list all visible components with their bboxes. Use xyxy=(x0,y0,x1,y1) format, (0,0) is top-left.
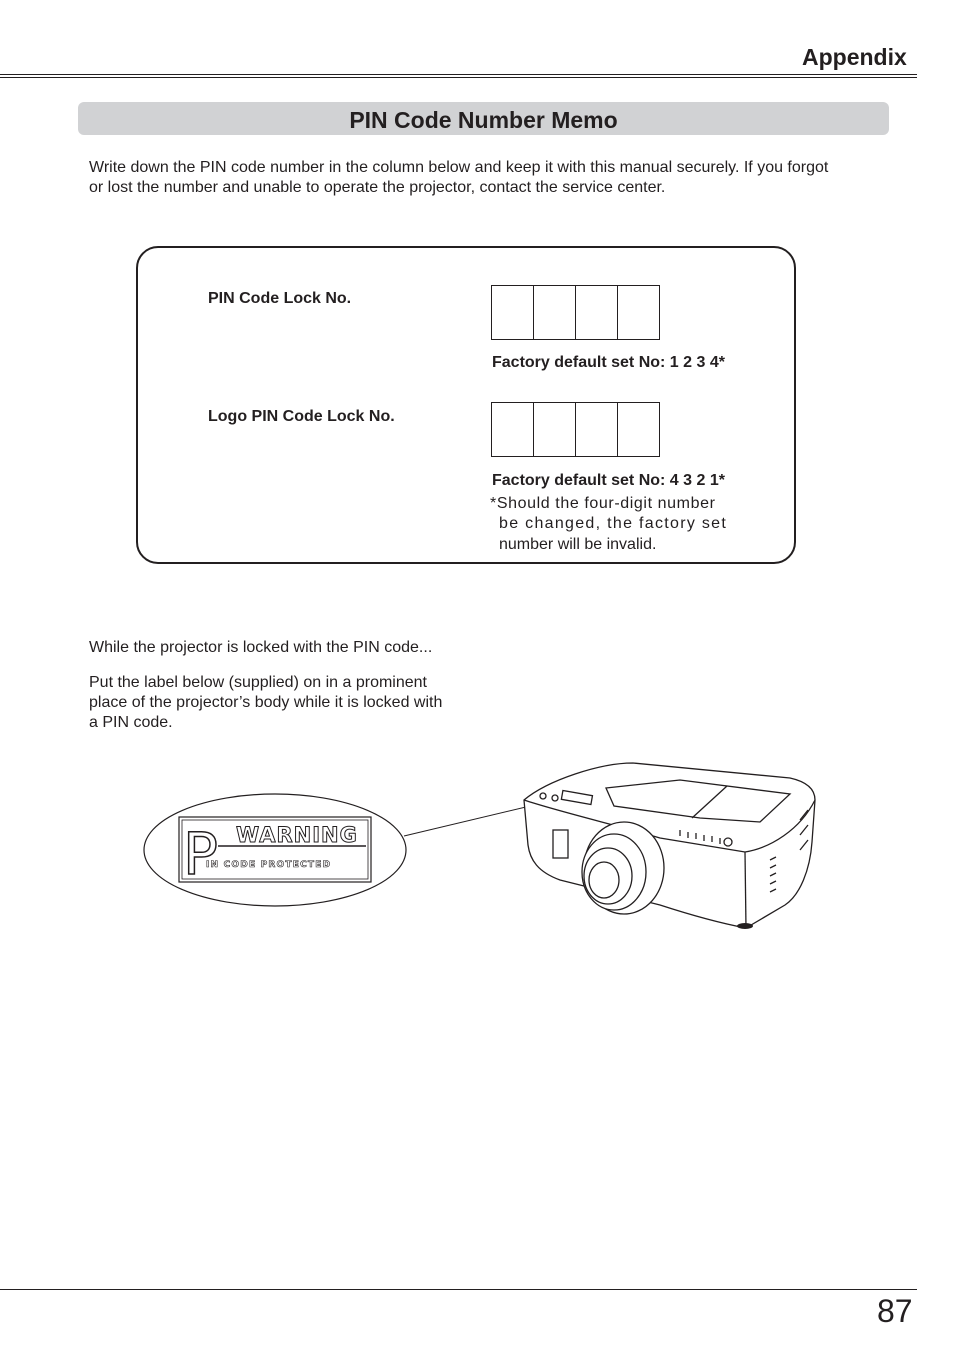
pin-code-lock-label: PIN Code Lock No. xyxy=(208,290,352,307)
warning-label-word: WARNING xyxy=(236,823,358,847)
label-instruction-line-1: Put the label below (supplied) on in a prominent xyxy=(89,674,427,691)
pin-digit-box xyxy=(575,285,618,340)
warning-label-sticker xyxy=(179,817,371,888)
note-line-1: *Should the four-digit number xyxy=(490,495,716,512)
logo-pin-digit-box xyxy=(533,402,576,457)
pin-digit-box xyxy=(617,285,660,340)
logo-pin-digit-box xyxy=(575,402,618,457)
logo-pin-code-lock-label: Logo PIN Code Lock No. xyxy=(208,408,395,425)
projector-body xyxy=(524,763,815,928)
logo-pin-digit-box xyxy=(491,402,534,457)
pin-code-digit-boxes xyxy=(491,285,659,340)
locked-heading: While the projector is locked with the PIN code... xyxy=(89,639,433,656)
memo-box xyxy=(136,246,796,564)
note-line-3: number will be invalid. xyxy=(499,536,657,553)
warning-label-sub: IN CODE PROTECTED xyxy=(206,860,332,870)
header-rule-bottom xyxy=(0,77,917,78)
warning-label-p: P xyxy=(183,820,218,888)
logo-pin-digit-box xyxy=(617,402,660,457)
label-instruction-line-3: a PIN code. xyxy=(89,714,173,731)
pin-factory-default: Factory default set No: 1 2 3 4* xyxy=(492,354,725,371)
projector-illustration xyxy=(0,740,954,950)
intro-line-2: or lost the number and unable to operate the projector, contact the service center. xyxy=(89,179,666,196)
page-number: 87 xyxy=(877,1293,913,1329)
projector-foot xyxy=(737,923,753,929)
page-title-bar xyxy=(78,102,889,135)
pin-digit-box xyxy=(533,285,576,340)
intro-line-1: Write down the PIN code number in the column below and keep it with this manual securely. If you forgot xyxy=(89,159,829,176)
page-title: PIN Code Number Memo xyxy=(349,107,618,133)
footer-rule xyxy=(0,1289,917,1290)
note-line-2: be changed, the factory set xyxy=(499,515,728,532)
section-title: Appendix xyxy=(802,44,907,70)
logo-pin-factory-default: Factory default set No: 4 3 2 1* xyxy=(492,472,725,489)
header-rule-top xyxy=(0,74,917,75)
logo-pin-digit-boxes xyxy=(491,402,659,457)
label-instruction-line-2: place of the projector’s body while it is locked with xyxy=(89,694,443,711)
pin-digit-box xyxy=(491,285,534,340)
